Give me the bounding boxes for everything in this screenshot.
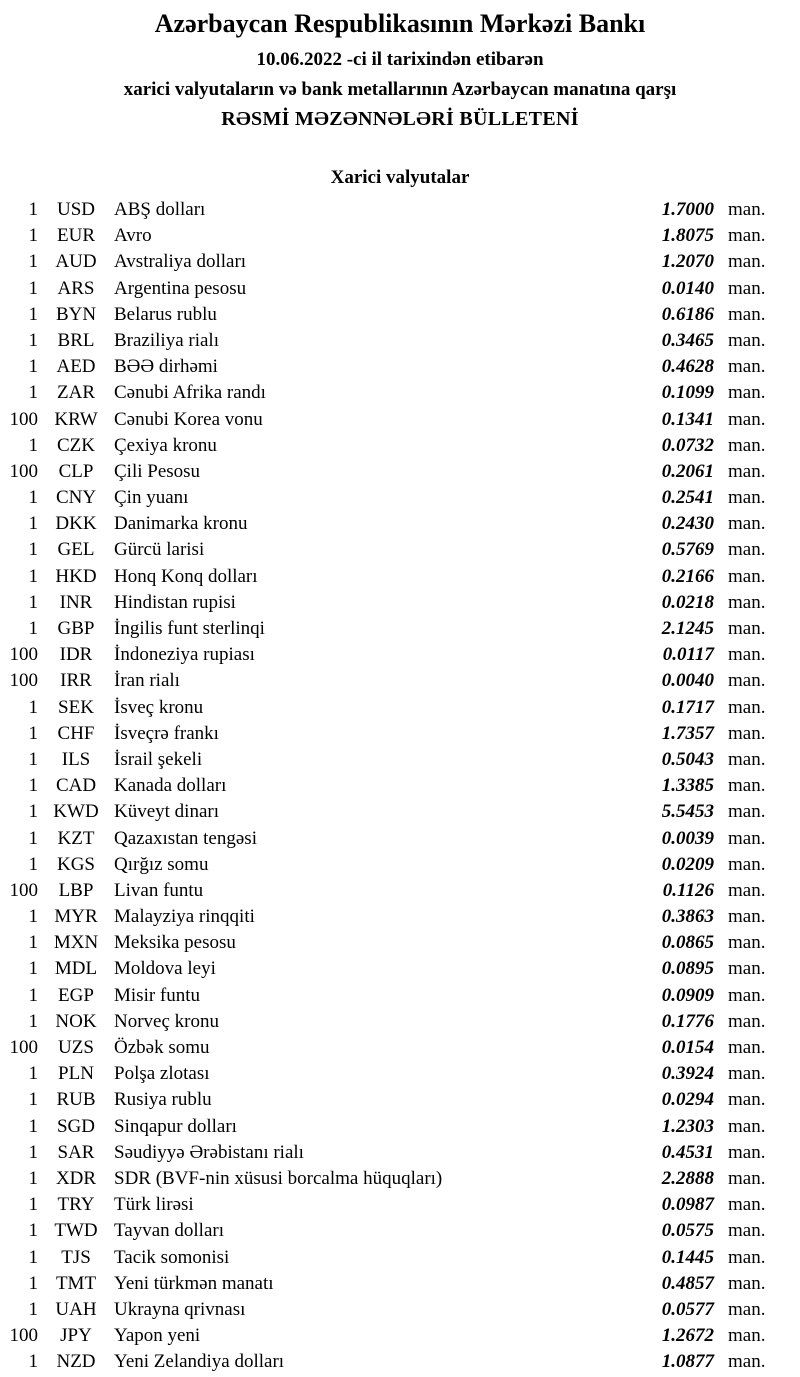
row-currency-code: GBP [57, 618, 95, 639]
table-row [0, 1114, 800, 1140]
row-unit-label: man. [728, 225, 766, 247]
table-row [0, 276, 800, 302]
row-qty: 100 [9, 1325, 38, 1347]
row-currency-code: DKK [55, 513, 97, 535]
row-qty: 100 [9, 1037, 38, 1058]
row-rate: 0.1717 [661, 696, 714, 718]
effective-date-line: 10.06.2022 -ci il tarixindən etibarən [256, 49, 544, 70]
table-row [0, 1245, 800, 1271]
row-currency-name: İngilis funt sterlinqi [114, 618, 265, 639]
bank-name-title: Azərbaycan Respublikasının Mərkəzi Bankı [154, 9, 646, 38]
table-row [0, 459, 800, 485]
row-currency-code: SGD [56, 1115, 95, 1137]
table-row [0, 328, 800, 354]
table-row [0, 302, 800, 328]
table-row [0, 668, 800, 694]
row-rate: 0.0909 [661, 984, 714, 1006]
row-currency-name: BƏƏ dirhəmi [114, 356, 218, 378]
row-rate: 1.8075 [661, 225, 714, 247]
row-qty: 1 [28, 565, 38, 587]
bulletin-header [0, 0, 800, 132]
row-unit-label: man. [728, 722, 766, 744]
row-rate: 0.4857 [661, 1272, 714, 1294]
row-currency-code: CZK [57, 434, 95, 456]
table-row [0, 511, 800, 537]
row-unit-label: man. [728, 356, 766, 378]
row-currency-name: Özbək somu [114, 1037, 210, 1058]
row-qty: 1 [28, 329, 38, 351]
row-qty: 1 [28, 1063, 38, 1085]
row-currency-code: MYR [54, 906, 98, 928]
table-row [0, 1035, 800, 1061]
row-currency-code: TMT [55, 1272, 97, 1294]
row-qty: 1 [28, 382, 38, 404]
row-qty: 1 [28, 1351, 38, 1373]
row-rate: 0.0294 [661, 1089, 714, 1111]
row-unit-label: man. [728, 696, 766, 718]
row-unit-label: man. [728, 513, 766, 535]
row-unit-label: man. [728, 329, 766, 351]
row-unit-label: man. [728, 1010, 766, 1032]
table-row [0, 485, 800, 511]
row-qty: 1 [28, 958, 38, 980]
row-qty: 1 [28, 696, 38, 718]
row-currency-name: Braziliya rialı [114, 329, 219, 351]
row-qty: 1 [28, 277, 38, 299]
row-currency-name: İran rialı [114, 670, 180, 692]
row-currency-code: GEL [57, 539, 95, 561]
row-currency-name: Polşa zlotası [114, 1063, 210, 1085]
row-qty: 1 [28, 853, 38, 875]
table-row [0, 354, 800, 380]
row-rate: 0.0577 [661, 1298, 714, 1320]
row-qty: 100 [9, 879, 38, 901]
row-unit-label: man. [728, 958, 766, 980]
table-row [0, 1140, 800, 1166]
table-row [0, 642, 800, 668]
row-currency-name: Misir funtu [114, 984, 201, 1006]
row-rate: 0.3863 [661, 906, 714, 928]
table-row [0, 249, 800, 275]
row-currency-name: Honq Konq dolları [114, 565, 258, 587]
row-unit-label: man. [728, 1194, 766, 1216]
row-rate: 0.2166 [661, 565, 714, 587]
table-row [0, 380, 800, 406]
row-unit-label: man. [728, 1037, 766, 1058]
row-rate: 1.7000 [661, 199, 714, 220]
row-qty: 1 [28, 827, 38, 849]
row-rate: 1.0877 [661, 1351, 714, 1373]
row-currency-code: EGP [58, 984, 94, 1006]
row-qty: 1 [28, 1220, 38, 1242]
row-currency-code: XDR [55, 1167, 97, 1189]
row-currency-code: BYN [55, 303, 97, 325]
row-currency-name: Moldova leyi [114, 958, 216, 980]
row-currency-name: Kanada dolları [114, 775, 227, 797]
row-unit-label: man. [728, 460, 766, 482]
row-qty: 1 [28, 1115, 38, 1137]
row-qty: 1 [28, 199, 38, 220]
row-rate: 0.0039 [661, 827, 714, 849]
table-row [0, 721, 800, 747]
row-rate: 0.0040 [661, 670, 714, 692]
table-row [0, 983, 800, 1009]
row-currency-code: ILS [61, 748, 91, 770]
row-unit-label: man. [728, 748, 766, 770]
row-unit-label: man. [728, 827, 766, 849]
row-currency-name: Çexiya kronu [114, 434, 217, 456]
table-row [0, 1297, 800, 1323]
row-qty: 1 [28, 1272, 38, 1294]
row-rate: 0.0117 [662, 644, 714, 666]
row-currency-name: Avro [114, 225, 152, 247]
row-qty: 1 [28, 1194, 38, 1216]
table-row [0, 1166, 800, 1192]
row-qty: 1 [28, 984, 38, 1006]
table-row [0, 1087, 800, 1113]
row-currency-code: EUR [57, 225, 95, 247]
row-qty: 1 [28, 1141, 38, 1163]
row-currency-name: Hindistan rupisi [114, 591, 236, 613]
table-row [0, 956, 800, 982]
row-rate: 2.1245 [661, 618, 714, 639]
row-qty: 1 [28, 513, 38, 535]
row-currency-name: Tacik somonisi [114, 1246, 230, 1268]
row-rate: 0.0154 [661, 1037, 714, 1058]
row-rate: 0.4531 [661, 1141, 714, 1163]
row-currency-name: Livan funtu [114, 879, 204, 901]
row-unit-label: man. [728, 382, 766, 404]
row-currency-name: Qırğız somu [114, 853, 209, 875]
row-currency-code: IDR [59, 644, 93, 666]
row-qty: 1 [28, 1089, 38, 1111]
row-currency-code: AED [56, 356, 96, 378]
row-qty: 1 [28, 801, 38, 823]
row-rate: 0.1099 [661, 382, 714, 404]
row-qty: 1 [28, 591, 38, 613]
row-unit-label: man. [728, 251, 766, 273]
row-unit-label: man. [728, 565, 766, 587]
row-unit-label: man. [728, 1325, 766, 1347]
row-currency-code: AUD [55, 251, 97, 273]
row-qty: 1 [28, 251, 38, 273]
table-row [0, 1271, 800, 1297]
row-unit-label: man. [728, 853, 766, 875]
row-rate: 1.2303 [661, 1115, 714, 1137]
row-currency-code: CLP [58, 460, 94, 482]
row-currency-code: HKD [55, 565, 97, 587]
row-currency-code: MXN [53, 932, 99, 954]
row-currency-code: CAD [55, 775, 97, 797]
row-qty: 1 [28, 1167, 38, 1189]
row-rate: 0.0218 [661, 591, 714, 613]
table-row [0, 590, 800, 616]
row-unit-label: man. [728, 277, 766, 299]
table-row [0, 1323, 800, 1349]
table-row [0, 695, 800, 721]
row-currency-name: Qazaxıstan tengəsi [114, 827, 257, 849]
row-currency-code: IRR [60, 670, 92, 692]
row-qty: 1 [28, 303, 38, 325]
table-row [0, 1349, 800, 1375]
table-row [0, 773, 800, 799]
row-qty: 100 [9, 670, 38, 692]
row-rate: 0.2430 [661, 513, 714, 535]
table-row [0, 1218, 800, 1244]
table-row [0, 852, 800, 878]
row-unit-label: man. [728, 1141, 766, 1163]
row-currency-name: Sinqapur dolları [114, 1115, 237, 1137]
row-rate: 0.1776 [661, 1010, 714, 1032]
row-unit-label: man. [728, 618, 766, 639]
row-unit-label: man. [728, 591, 766, 613]
row-currency-code: UZS [58, 1037, 94, 1058]
row-currency-name: Danimarka kronu [114, 513, 248, 535]
row-currency-name: Küveyt dinarı [114, 801, 220, 823]
row-unit-label: man. [728, 932, 766, 954]
section-title-foreign-currencies: Xarici valyutalar [330, 167, 470, 188]
table-row [0, 1009, 800, 1035]
row-currency-name: İsveçrə frankı [114, 722, 219, 744]
row-currency-name: Argentina pesosu [114, 277, 247, 299]
row-currency-name: İsveç kronu [114, 696, 204, 718]
table-row [0, 1192, 800, 1218]
row-qty: 1 [28, 1010, 38, 1032]
row-currency-code: KGS [56, 853, 95, 875]
row-unit-label: man. [728, 1246, 766, 1268]
row-rate: 0.4628 [661, 356, 714, 378]
row-qty: 1 [28, 775, 38, 797]
table-row [0, 407, 800, 433]
row-currency-name: Yeni türkmən manatı [114, 1272, 274, 1294]
row-currency-name: Çili Pesosu [114, 460, 201, 482]
row-currency-code: CNY [55, 487, 97, 509]
row-unit-label: man. [728, 1272, 766, 1294]
row-rate: 0.2061 [661, 460, 714, 482]
row-qty: 1 [28, 906, 38, 928]
row-unit-label: man. [728, 644, 766, 666]
table-row [0, 564, 800, 590]
row-qty: 100 [9, 644, 38, 666]
row-currency-name: Malayziya rinqqiti [114, 906, 255, 928]
row-rate: 0.2541 [661, 487, 714, 509]
row-rate: 0.6186 [661, 303, 714, 325]
row-qty: 1 [28, 932, 38, 954]
row-rate: 0.5769 [661, 539, 714, 561]
row-rate: 1.7357 [661, 722, 714, 744]
row-unit-label: man. [728, 434, 766, 456]
row-qty: 1 [28, 539, 38, 561]
row-rate: 0.0895 [661, 958, 714, 980]
row-rate: 0.1341 [661, 408, 714, 430]
row-unit-label: man. [728, 1220, 766, 1242]
row-unit-label: man. [728, 1351, 766, 1373]
row-currency-code: NZD [56, 1351, 96, 1373]
row-currency-name: Türk lirəsi [114, 1194, 194, 1216]
table-row [0, 616, 800, 642]
row-rate: 0.3465 [661, 329, 714, 351]
row-currency-code: CHF [57, 722, 95, 744]
row-currency-code: ZAR [57, 382, 95, 404]
rates-table [0, 197, 800, 1375]
row-unit-label: man. [728, 1298, 766, 1320]
row-currency-code: RUB [56, 1089, 96, 1111]
row-qty: 1 [28, 434, 38, 456]
row-rate: 0.3924 [661, 1063, 714, 1085]
row-currency-code: SAR [57, 1141, 95, 1163]
row-currency-name: Cənubi Afrika randı [114, 382, 266, 404]
row-currency-name: SDR (BVF-nin xüsusi borcalma hüquqları) [114, 1167, 443, 1189]
table-row [0, 197, 800, 223]
table-row [0, 878, 800, 904]
row-currency-code: NOK [55, 1010, 97, 1032]
row-currency-name: ABŞ dolları [114, 199, 206, 220]
row-rate: 0.5043 [661, 748, 714, 770]
row-currency-name: Yapon yeni [114, 1325, 201, 1347]
row-currency-name: Yeni Zelandiya dolları [114, 1351, 285, 1373]
row-qty: 100 [9, 408, 38, 430]
row-currency-name: Belarus rublu [114, 303, 217, 325]
table-row [0, 537, 800, 563]
row-currency-code: ARS [57, 277, 95, 299]
row-qty: 1 [28, 225, 38, 247]
row-rate: 0.1445 [661, 1246, 714, 1268]
table-row [0, 433, 800, 459]
bulletin-subtitle: xarici valyutaların və bank metallarının Azərbaycan manatına qarşı [123, 79, 677, 100]
row-qty: 1 [28, 722, 38, 744]
row-currency-code: INR [59, 591, 93, 613]
table-row [0, 747, 800, 773]
row-unit-label: man. [728, 1089, 766, 1111]
row-currency-name: Gürcü larisi [114, 539, 205, 561]
row-qty: 1 [28, 618, 38, 639]
row-currency-code: TRY [57, 1194, 95, 1216]
row-currency-code: SEK [58, 696, 94, 718]
row-rate: 0.0209 [661, 853, 714, 875]
row-currency-name: Meksika pesosu [114, 932, 236, 954]
row-rate: 0.0575 [661, 1220, 714, 1242]
row-currency-name: Rusiya rublu [114, 1089, 212, 1111]
row-qty: 1 [28, 748, 38, 770]
row-unit-label: man. [728, 408, 766, 430]
row-rate: 0.0865 [661, 932, 714, 954]
table-row [0, 223, 800, 249]
row-unit-label: man. [728, 984, 766, 1006]
row-currency-code: USD [56, 199, 95, 220]
table-row [0, 799, 800, 825]
row-qty: 1 [28, 356, 38, 378]
row-currency-code: PLN [58, 1063, 94, 1085]
row-unit-label: man. [728, 775, 766, 797]
row-currency-code: TJS [61, 1246, 91, 1268]
row-currency-name: Avstraliya dolları [114, 251, 247, 273]
row-currency-name: Tayvan dolları [114, 1220, 224, 1242]
row-rate: 1.3385 [661, 775, 714, 797]
row-currency-code: KZT [57, 827, 95, 849]
row-currency-code: KWD [53, 801, 99, 823]
row-currency-name: Çin yuanı [114, 487, 189, 509]
row-unit-label: man. [728, 801, 766, 823]
row-currency-code: UAH [55, 1298, 97, 1320]
row-rate: 5.5453 [661, 801, 714, 823]
table-row [0, 904, 800, 930]
row-currency-code: TWD [54, 1220, 98, 1242]
row-currency-name: Ukrayna qrivnası [114, 1298, 246, 1320]
table-row [0, 826, 800, 852]
row-unit-label: man. [728, 1167, 766, 1189]
row-rate: 0.0140 [661, 277, 714, 299]
table-row [0, 930, 800, 956]
row-unit-label: man. [728, 879, 766, 901]
bulletin-title: RƏSMİ MƏZƏNNƏLƏRİ BÜLLETENİ [221, 108, 579, 130]
row-currency-code: BRL [57, 329, 95, 351]
row-currency-code: KRW [54, 408, 98, 430]
row-qty: 1 [28, 487, 38, 509]
row-unit-label: man. [728, 670, 766, 692]
row-unit-label: man. [728, 199, 766, 220]
table-row [0, 1061, 800, 1087]
row-rate: 1.2070 [661, 251, 714, 273]
row-currency-name: İsrail şekeli [114, 748, 203, 770]
row-currency-code: LBP [58, 879, 94, 901]
row-currency-name: Cənubi Korea vonu [114, 408, 263, 430]
row-qty: 1 [28, 1298, 38, 1320]
row-unit-label: man. [728, 539, 766, 561]
row-rate: 2.2888 [661, 1167, 714, 1189]
row-currency-code: JPY [60, 1325, 92, 1347]
row-currency-name: İndoneziya rupiası [114, 644, 255, 666]
row-rate: 0.0987 [661, 1194, 714, 1216]
row-currency-code: MDL [54, 958, 98, 980]
row-unit-label: man. [728, 906, 766, 928]
row-rate: 1.2672 [661, 1325, 714, 1347]
row-unit-label: man. [728, 1115, 766, 1137]
row-currency-name: Səudiyyə Ərəbistanı rialı [114, 1141, 304, 1163]
row-unit-label: man. [728, 303, 766, 325]
row-qty: 1 [28, 1246, 38, 1268]
row-qty: 100 [9, 460, 38, 482]
row-unit-label: man. [728, 487, 766, 509]
row-rate: 0.0732 [661, 434, 714, 456]
row-rate: 0.1126 [662, 879, 714, 901]
row-currency-name: Norveç kronu [114, 1010, 219, 1032]
row-unit-label: man. [728, 1063, 766, 1085]
